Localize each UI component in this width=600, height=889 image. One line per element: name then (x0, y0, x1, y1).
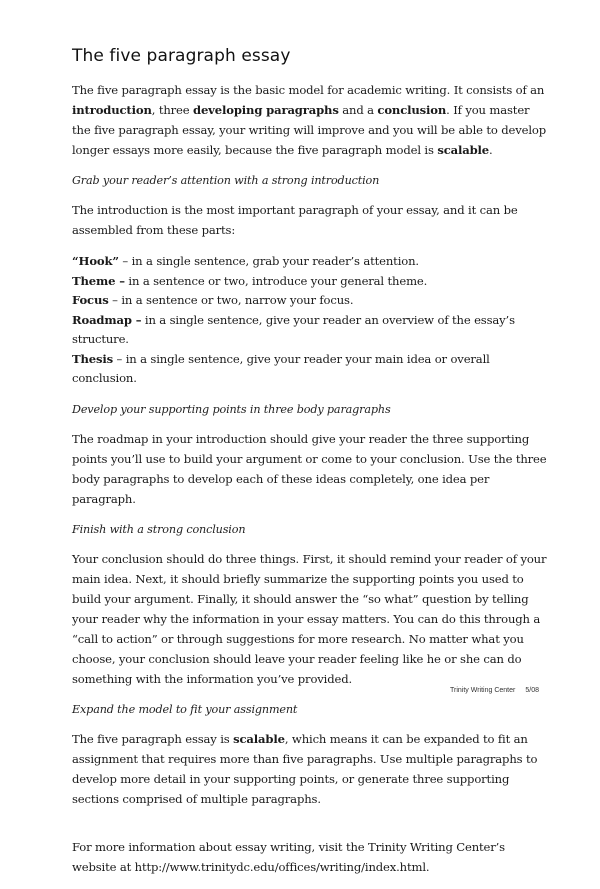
intro-paragraph (72, 80, 548, 160)
section-body-expand (72, 729, 548, 809)
section-heading-conclusion: Finish with a strong conclusion (72, 522, 246, 536)
list-item-theme (72, 272, 548, 292)
more-info-paragraph: For more information about essay writing, visit the Trinity Writing Center’s website at http://www.trinitydc.edu/offices/writing/index.html. (72, 839, 505, 874)
page-footer (450, 687, 539, 694)
intro-bold-conclusion: conclusion (377, 103, 447, 117)
term: Focus (72, 293, 109, 307)
description: in a sentence or two, introduce your general theme. (124, 273, 428, 288)
section-heading-introduction: Grab your reader’s attention with a strong introduction (72, 174, 380, 187)
description: in a single sentence, give your reader an overview of the essay’s structure. (72, 312, 515, 346)
intro-bold-introduction: introduction (72, 103, 152, 117)
document-page (72, 46, 548, 889)
intro-bold-developing: developing paragraphs (193, 103, 339, 117)
intro-text: . (489, 143, 493, 157)
expand-text: , which means it can be expanded to fit an assignment that requires more than five paragraphs. Use multiple paragraphs to develop more detail in your supporting points, or generate three supporting sections comprised of multiple paragraphs. (72, 731, 538, 806)
section-heading-expand: Expand the model to fit your assignment (72, 702, 298, 716)
description: – in a sentence or two, narrow your focus. (108, 293, 354, 307)
spacer (72, 821, 548, 837)
introduction-parts-list (72, 252, 548, 389)
section-body-introduction: The introduction is the most important paragraph of your essay, and it can be assembled from these parts: (72, 203, 518, 237)
section-body-conclusion: Your conclusion should do three things. First, it should remind your reader of your main idea. Next, it should briefly summarize the supporting points you used to build your argument. Finally, it should answer the “so what” question by telling your reader why the information in your essay matters. You can do this through a “call to action” or through suggestions for more research. No matter what you choose, your conclusion should leave your reader feeling like he or she can do something with the information you’ve provided. (72, 551, 547, 686)
list-item-hook (72, 252, 548, 272)
term: Theme – (72, 273, 125, 288)
description: – in a single sentence, grab your reader’s attention. (118, 254, 419, 268)
footer-date: 5/08 (525, 687, 539, 694)
term: Roadmap – (72, 312, 142, 327)
term: Thesis (72, 351, 113, 366)
list-item-focus (72, 291, 548, 311)
description: – in a single sentence, give your reader your main idea or overall conclusion. (72, 351, 490, 385)
page-title: The five paragraph essay (72, 46, 291, 66)
intro-text: The five paragraph essay is the basic model for academic writing. It consists of an (72, 83, 545, 97)
expand-bold-scalable: scalable (233, 731, 285, 746)
intro-text: . If you master the five paragraph essay, your writing will improve and you will be able to develop longer essays more easily, because the five paragraph model is (72, 103, 547, 157)
section-body-body-paragraphs: The roadmap in your introduction should give your reader the three supporting points you’ll use to build your argument or come to your conclusion. Use the three body paragraphs to develop each of these ideas completely, one idea per paragraph. (72, 431, 547, 506)
intro-bold-scalable: scalable (437, 143, 490, 157)
list-item-roadmap (72, 311, 548, 350)
list-item-thesis (72, 350, 548, 389)
footer-org: Trinity Writing Center (450, 687, 516, 694)
expand-text: The five paragraph essay is (72, 731, 234, 746)
intro-text: , three (151, 103, 193, 117)
section-heading-body: Develop your supporting points in three body paragraphs (72, 402, 391, 416)
term: “Hook” (72, 254, 119, 268)
intro-text: and a (338, 103, 378, 117)
